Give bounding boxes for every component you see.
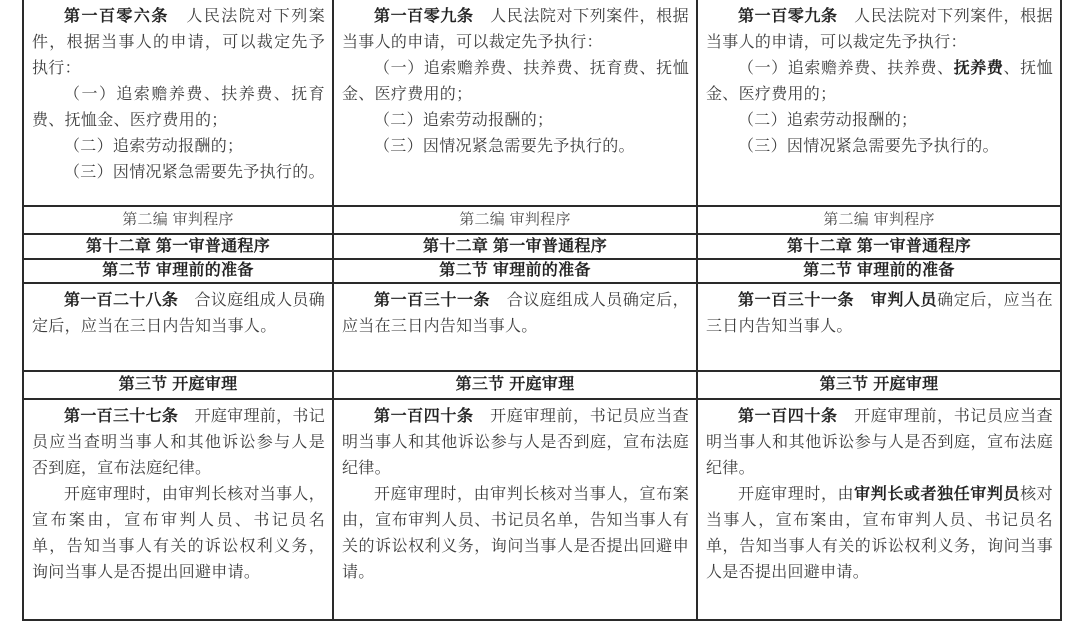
emphasized-text: 第二节 审理前的准备 (102, 262, 254, 280)
row-section2-header-cell-1 (24, 260, 332, 282)
row-trial-opening-articles (24, 398, 1060, 619)
row-part2-header-cell-2 (332, 207, 696, 233)
body-text: （一）追索赡养费、扶养费、抚育费、抚恤金、医疗费用的； (342, 60, 689, 103)
paragraph (803, 262, 954, 280)
paragraph (342, 108, 689, 134)
row-trial-opening-articles-cell-1 (24, 400, 332, 619)
emphasized-text: 抚养费 (953, 60, 1004, 77)
row-section3-header (24, 370, 1060, 398)
paragraph (342, 404, 689, 482)
body-text: （二）追索劳动报酬的； (374, 112, 554, 129)
emphasized-text: 第十二章 第一审普通程序 (422, 237, 608, 255)
row-section2-header-cell-3 (696, 260, 1060, 282)
body-text: 第二编 审判程序 (823, 210, 935, 228)
row-advance-execution-articles-cell-2 (332, 0, 696, 205)
row-chapter12-header-cell-1 (24, 235, 332, 258)
paragraph (706, 482, 1053, 586)
row-section3-header-cell-2 (332, 372, 696, 398)
emphasized-text: 第三节 开庭审理 (819, 376, 939, 394)
paragraph (456, 376, 575, 394)
emphasized-text: 第一百二十八条 (64, 292, 179, 309)
body-text: 、抚恤金、医疗费用的； (706, 60, 1053, 103)
paragraph (32, 288, 325, 340)
body-text: 核对当事人，宣布案由，宣布审判人员、书记员名单，告知当事人有关的诉讼权利义务，询问当事人是否提出回避申请。 (706, 486, 1053, 581)
row-panel-notice-articles-cell-2 (332, 284, 696, 370)
emphasized-text: 第十二章 第一审普通程序 (786, 237, 972, 255)
row-chapter12-header-cell-3 (696, 235, 1060, 258)
emphasized-text: 第一百三十一条 (374, 292, 491, 309)
paragraph (439, 262, 590, 280)
emphasized-text: 第一百零六条 (64, 8, 169, 25)
paragraph (342, 288, 689, 340)
body-text: 开庭审理时，由 (738, 486, 855, 503)
body-text: 合议庭组成人员确定后，应当在三日内告知当事人。 (32, 292, 326, 335)
body-text: 第二编 审判程序 (122, 210, 234, 228)
paragraph (787, 238, 971, 256)
row-section2-header-cell-2 (332, 260, 696, 282)
paragraph (706, 288, 1053, 340)
body-text: 确定后，应当在三日内告知当事人。 (706, 292, 1053, 335)
body-text: （二）追索劳动报酬的； (738, 112, 918, 129)
paragraph (706, 404, 1053, 482)
emphasized-text: 第一百四十条 (374, 408, 474, 425)
paragraph (32, 82, 325, 134)
body-text: （三）因情况紧急需要先予执行的。 (738, 138, 999, 155)
body-text: （一）追索赡养费、扶养费、 (738, 60, 954, 77)
row-trial-opening-articles-cell-3 (696, 400, 1060, 619)
emphasized-text: 第二节 审理前的准备 (439, 262, 591, 280)
emphasized-text: 第三节 开庭审理 (118, 376, 238, 394)
body-text: （三）因情况紧急需要先予执行的。 (64, 164, 325, 181)
body-text: （三）因情况紧急需要先予执行的。 (374, 138, 635, 155)
row-section3-header-cell-3 (696, 372, 1060, 398)
paragraph (122, 212, 234, 229)
paragraph (86, 238, 270, 256)
paragraph (342, 4, 689, 56)
row-chapter12-header-cell-2 (332, 235, 696, 258)
emphasized-text: 审判人员 (870, 292, 938, 309)
row-panel-notice-articles (24, 282, 1060, 370)
emphasized-text: 第一百四十条 (738, 408, 838, 425)
body-text: 人民法院对下列案件，根据当事人的申请，可以裁定先予执行： (706, 8, 1053, 51)
emphasized-text: 第三节 开庭审理 (455, 376, 575, 394)
body-text (854, 292, 871, 309)
paragraph (32, 482, 325, 586)
row-part2-header-cell-1 (24, 207, 332, 233)
emphasized-text: 第一百三十七条 (64, 408, 179, 425)
row-panel-notice-articles-cell-1 (24, 284, 332, 370)
paragraph (820, 376, 939, 394)
emphasized-text: 第一百三十一条 (738, 292, 855, 309)
row-section2-header (24, 258, 1060, 282)
paragraph (823, 212, 935, 229)
paragraph (102, 262, 253, 280)
row-advance-execution-articles-cell-1 (24, 0, 332, 205)
paragraph (342, 482, 689, 586)
emphasized-text: 第一百零九条 (738, 8, 838, 25)
body-text: 开庭审理时，由审判长核对当事人，宣布案由，宣布审判人员、书记员名单，告知当事人有关的诉讼权利义务，询问当事人是否提出回避申请。 (32, 486, 325, 581)
body-text: 人民法院对下列案件，根据当事人的申请，可以裁定先予执行： (342, 8, 689, 51)
body-text: （二）追索劳动报酬的； (64, 138, 244, 155)
row-trial-opening-articles-cell-2 (332, 400, 696, 619)
paragraph (32, 404, 325, 482)
emphasized-text: 第二节 审理前的准备 (803, 262, 955, 280)
row-advance-execution-articles (24, 0, 1060, 205)
row-part2-header-cell-3 (696, 207, 1060, 233)
emphasized-text: 第一百零九条 (374, 8, 474, 25)
paragraph (459, 212, 571, 229)
row-advance-execution-articles-cell-3 (696, 0, 1060, 205)
row-chapter12-header (24, 233, 1060, 258)
paragraph (119, 376, 238, 394)
body-text: 第二编 审判程序 (459, 210, 571, 228)
body-text: 合议庭组成人员确定后，应当在三日内告知当事人。 (342, 292, 689, 335)
paragraph (706, 108, 1053, 134)
body-text: 开庭审理时，由审判长核对当事人，宣布案由，宣布审判人员、书记员名单，告知当事人有关的诉讼权利义务，询问当事人是否提出回避申请。 (342, 486, 689, 581)
row-section3-header-cell-1 (24, 372, 332, 398)
paragraph (32, 160, 325, 186)
paragraph (342, 56, 689, 108)
paragraph (342, 134, 689, 160)
body-text: 开庭审理前，书记员应当查明当事人和其他诉讼参与人是否到庭，宣布法庭纪律。 (32, 408, 326, 477)
paragraph (706, 4, 1053, 56)
body-text: 开庭审理前，书记员应当查明当事人和其他诉讼参与人是否到庭，宣布法庭纪律。 (342, 408, 689, 477)
paragraph (706, 56, 1053, 108)
paragraph (32, 134, 325, 160)
emphasized-text: 第十二章 第一审普通程序 (85, 237, 271, 255)
body-text: 开庭审理前，书记员应当查明当事人和其他诉讼参与人是否到庭，宣布法庭纪律。 (706, 408, 1053, 477)
comparison-table (22, 0, 1062, 621)
body-text: （一）追索赡养费、扶养费、抚育费、抚恤金、医疗费用的； (32, 86, 325, 129)
emphasized-text: 审判长或者独任审判员 (854, 486, 1021, 503)
paragraph (32, 4, 325, 82)
row-part2-header (24, 205, 1060, 233)
paragraph (423, 238, 607, 256)
body-text: 人民法院对下列案件，根据当事人的申请，可以裁定先予执行： (32, 8, 325, 77)
paragraph (706, 134, 1053, 160)
row-panel-notice-articles-cell-3 (696, 284, 1060, 370)
